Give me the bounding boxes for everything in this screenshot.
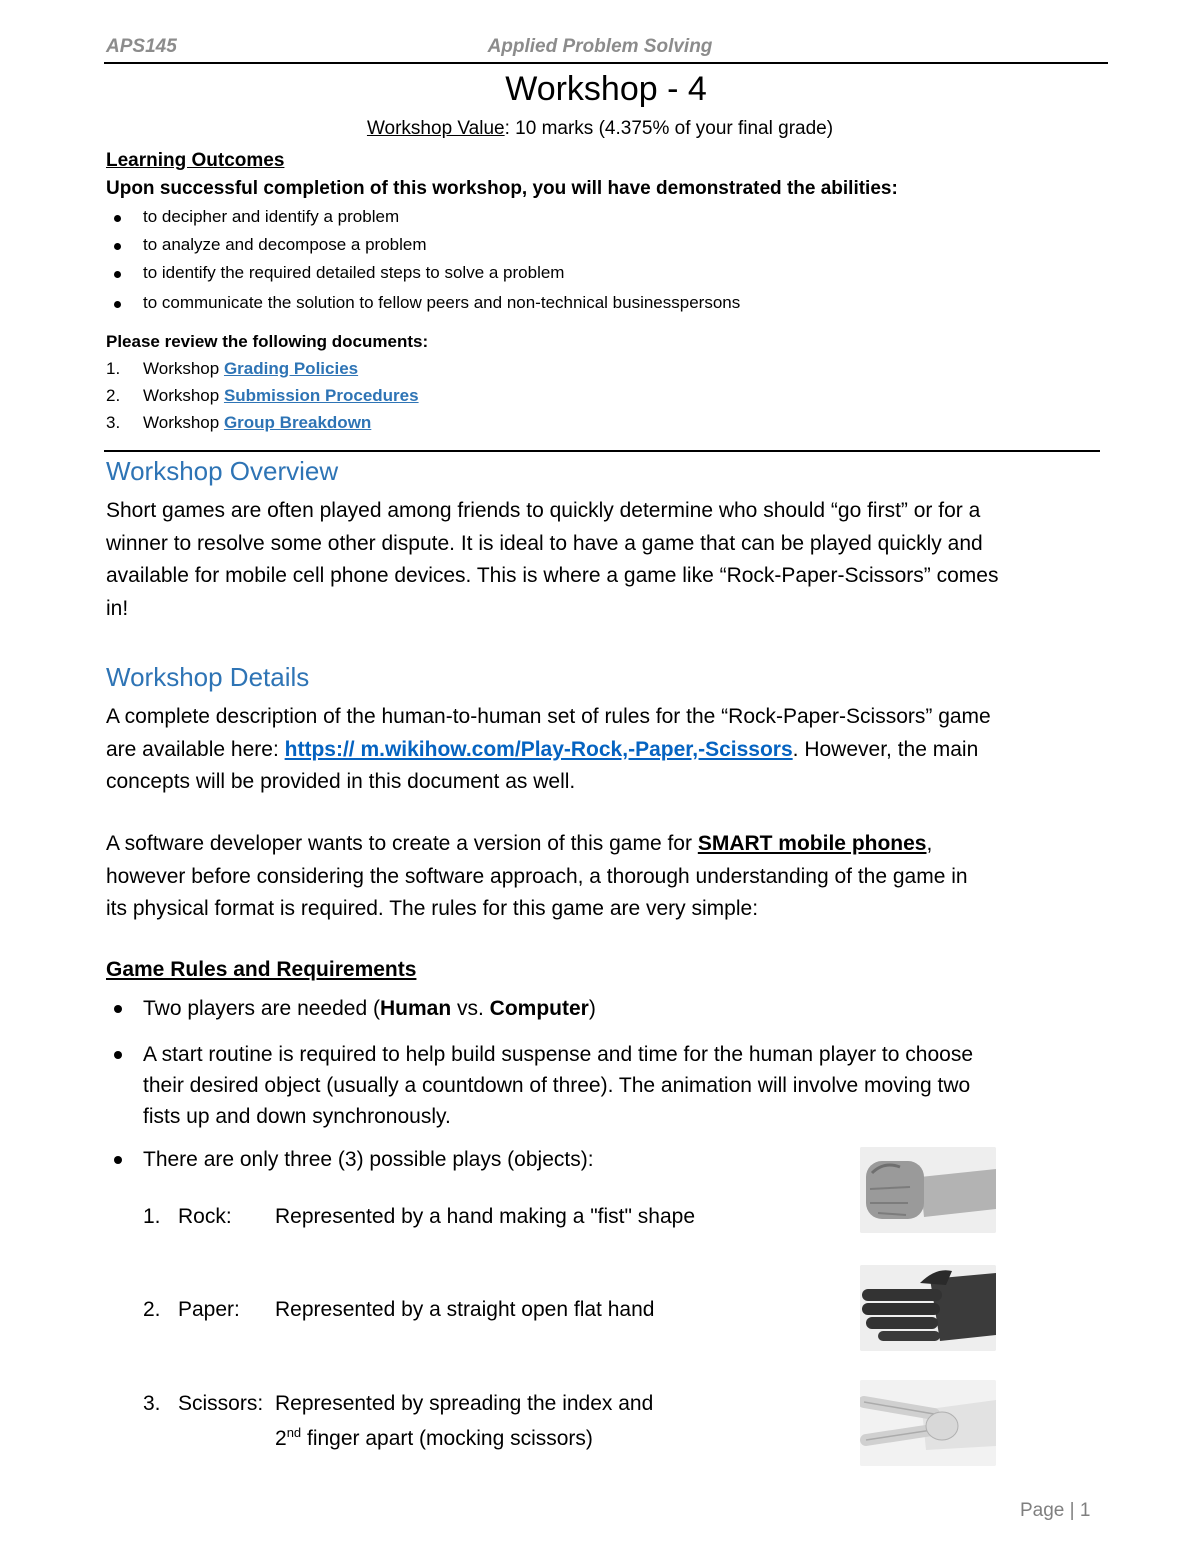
details-heading: Workshop Details xyxy=(106,662,310,692)
scissors-hand-icon xyxy=(860,1380,996,1466)
learning-outcomes-intro: Upon successful completion of this workshop, you will have demonstrated the abilities: xyxy=(106,178,898,199)
header-course-name: Applied Problem Solving xyxy=(487,36,713,57)
review-item: 3. Workshop Group Breakdown xyxy=(106,413,372,432)
workshop-value xyxy=(0,118,1200,140)
paper-hand-icon xyxy=(860,1265,996,1351)
learning-outcomes-heading: Learning Outcomes xyxy=(106,150,285,171)
bullet-icon xyxy=(114,271,121,278)
details-paragraph-2: A software developer wants to create a version of this game for SMART mobile phones, however before considering the software approach, a thorough understanding of the game in its physical format is required. The rules for this game are very simple: xyxy=(106,832,968,920)
workshop-value-label: Workshop Value xyxy=(366,118,505,139)
details-paragraph-1: A complete description of the human-to-human set of rules for the “Rock-Paper-Scissors” game are available here: https:// m.wikihow.com/Play-Rock,-Paper,-Scissors. However, the main concepts will be provided in this document as well. xyxy=(106,705,991,793)
bullet-icon xyxy=(114,243,121,250)
bullet-icon xyxy=(114,1005,122,1013)
overview-paragraph: Short games are often played among friends to quickly determine who should “go first” or for a winner to resolve some other dispute. It is ideal to have a game that can be played quickly and available for mobile cell phone devices. This is where a game like “Rock-Paper-Scissors” comes in! xyxy=(106,499,999,620)
header-course-code: APS145 xyxy=(106,36,177,57)
bullet-icon xyxy=(114,301,121,308)
review-item: 2. Workshop Submission Procedures xyxy=(106,386,419,405)
rules-heading: Game Rules and Requirements xyxy=(106,958,417,981)
page-title: Workshop - 4 xyxy=(505,70,707,108)
bullet-icon xyxy=(114,1156,122,1164)
smart-phones-emphasis: SMART mobile phones xyxy=(697,832,927,855)
bullet-icon xyxy=(114,1051,122,1059)
workshop-value-text: : 10 marks (4.375% of your final grade) xyxy=(504,118,834,139)
page-number: Page | 1 xyxy=(1020,1500,1091,1521)
overview-heading: Workshop Overview xyxy=(106,456,339,486)
section-divider xyxy=(104,450,1100,452)
header-rule xyxy=(104,62,1108,64)
submission-procedures-link[interactable]: Submission Procedures xyxy=(223,386,419,405)
grading-policies-link[interactable]: Grading Policies xyxy=(223,359,359,378)
review-heading: Please review the following documents: xyxy=(106,332,429,351)
rock-fist-icon xyxy=(860,1147,996,1233)
wikihow-link[interactable]: https:// m.wikihow.com/Play-Rock,-Paper,-Scissors xyxy=(284,737,793,761)
play-scissors-line2: 2nd finger apart (mocking scissors) xyxy=(275,1425,593,1450)
group-breakdown-link[interactable]: Group Breakdown xyxy=(223,413,372,432)
review-item: 1. Workshop Grading Policies xyxy=(106,359,359,378)
bullet-icon xyxy=(114,215,121,222)
